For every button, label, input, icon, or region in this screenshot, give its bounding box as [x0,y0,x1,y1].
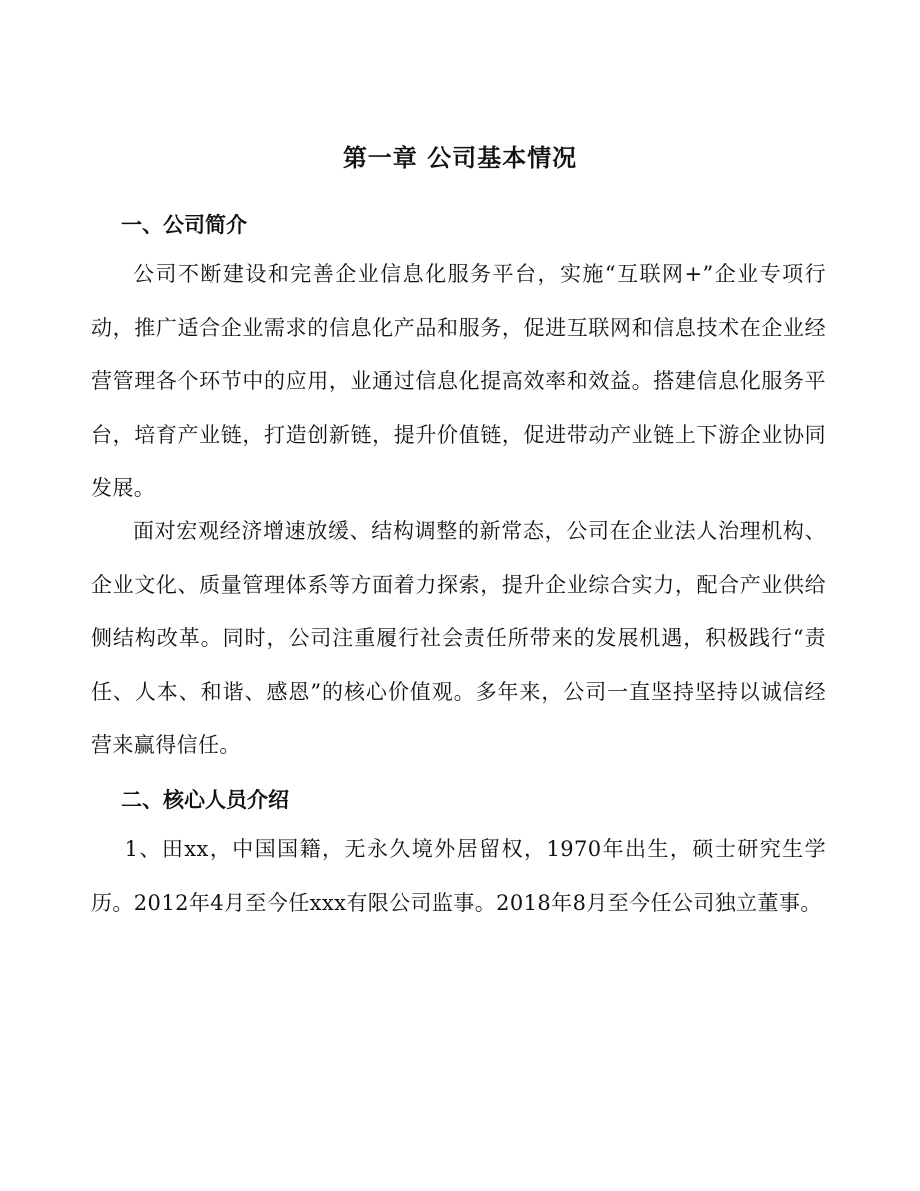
chapter-title: 第一章 公司基本情况 [342,144,578,172]
paragraph-personnel-tian: 1、田xx，中国国籍，无永久境外居留权，1970年出生，硕士研究生学历。2012年4月至今任xxx有限公司监事。2018年8月至今任公司独立董事。 [91,837,826,915]
paragraph-company-platform: 公司不断建设和完善企业信息化服务平台，实施“互联网+”企业专项行动，推广适合企业需求的信息化产品和服务，促进互联网和信息技术在企业经营管理各个环节中的应用，业通过信息化提高效率和效益。搭建信息化服务平台，培育产业链，打造创新链，提升价值链，促进带动产业链上下游企业协同发展。 [91,262,826,500]
section-heading-company-profile: 一、公司简介 [121,213,247,237]
section-heading-core-personnel: 二、核心人员介绍 [121,788,289,812]
paragraph-company-values: 面对宏观经济增速放缓、结构调整的新常态，公司在企业法人治理机构、企业文化、质量管理体系等方面着力探索，提升企业综合实力，配合产业供给侧结构改革。同时，公司注重履行社会责任所带来的发展机遇，积极践行“责任、人本、和谐、感恩”的核心价值观。多年来，公司一直坚持坚持以诚信经营来赢得信任。 [91,519,826,757]
